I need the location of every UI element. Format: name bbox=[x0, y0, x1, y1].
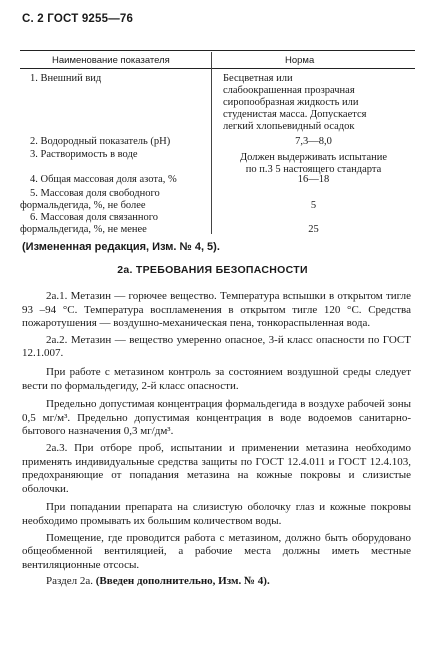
paragraph: 2а.2. Метазин — вещество умеренно опасное, 3-й класс опасности по ГОСТ 12.1.007. bbox=[22, 333, 411, 360]
table-row-name: 4. Общая массовая доля азота, % bbox=[30, 174, 177, 185]
paragraph: 2а.3. При отборе проб, испытании и применении метазина необходимо применять индивидуальные средства защиты по ГОСТ 12.4.011 и ГОСТ 12.4.103, предохраняющие от попадания метазина на кожные покровы и слизистые оболочки. bbox=[22, 441, 411, 495]
column-header-name: Наименование показателя bbox=[52, 55, 170, 66]
amendment-note: (Измененная редакция, Изм. № 4, 5). bbox=[22, 241, 220, 253]
section-title: 2а. ТРЕБОВАНИЯ БЕЗОПАСНОСТИ bbox=[117, 264, 308, 276]
final-note bbox=[22, 575, 411, 589]
table-row-name: 2. Водородный показатель (рН) bbox=[30, 136, 171, 147]
table-row-norm: Бесцветная или слабоокрашенная прозрачная сиропообразная жидкость или студенистая масса. Допускается легкий хлопьевидный осадок bbox=[223, 73, 367, 132]
table-row-name: 5. Массовая доля свободного формальдегида, %, не более bbox=[20, 188, 160, 211]
paragraph: Предельно допустимая концентрация формальдегида в воздухе рабочей зоны 0,5 мг/м³. Предельно допустимая концентрация в воде водоемов санитарно-бытового назначения 0,3 мг/дм³. bbox=[22, 398, 411, 438]
table-row-norm: 5 bbox=[310, 200, 317, 211]
table-row-name: 6. Массовая доля связанного формальдегида, %, не менее bbox=[20, 212, 159, 235]
table-row-norm: 7,3—8,0 bbox=[295, 136, 332, 147]
table-row-norm: Должен выдерживать испытание по п.3 5 настоящего стандарта bbox=[239, 152, 388, 175]
paragraph: 2а.1. Метазин — горючее вещество. Температура вспышки в открытом тигле 93 –94 °С. Температура воспламенения в открытом тигле 120 °С. Средства пожаротушения — воздушно-механическая пена, тонкораспыленная вода. bbox=[22, 290, 411, 330]
table-row-name: 1. Внешний вид bbox=[30, 73, 102, 84]
paragraph: При работе с метазином контроль за состоянием воздушной среды следует вести по формальдегиду, 2-й класс опасности. bbox=[22, 365, 411, 392]
table-row-name: 3. Растворимость в воде bbox=[30, 149, 138, 160]
column-header-norm: Норма bbox=[285, 55, 315, 66]
final-note-bold: (Введен дополнительно, Изм. № 4). bbox=[95, 575, 270, 588]
table-row-norm: 25 bbox=[308, 224, 319, 235]
page-header: С. 2 ГОСТ 9255—76 bbox=[22, 13, 134, 25]
table-row-norm: 16—18 bbox=[297, 174, 330, 185]
final-note-prefix: Раздел 2а. bbox=[46, 575, 93, 588]
table-top-rule bbox=[20, 50, 415, 51]
paragraph: Помещение, где проводится работа с метазином, должно быть оборудовано общеобменной вентиляцией, а рабочие места должны иметь местные вентиляционные отсосы. bbox=[22, 531, 411, 571]
paragraph: При попадании препарата на слизистую оболочку глаз и кожные покровы необходимо промывать их большим количеством воды. bbox=[22, 501, 411, 527]
table-header-rule bbox=[20, 68, 415, 69]
section-body bbox=[22, 290, 411, 589]
